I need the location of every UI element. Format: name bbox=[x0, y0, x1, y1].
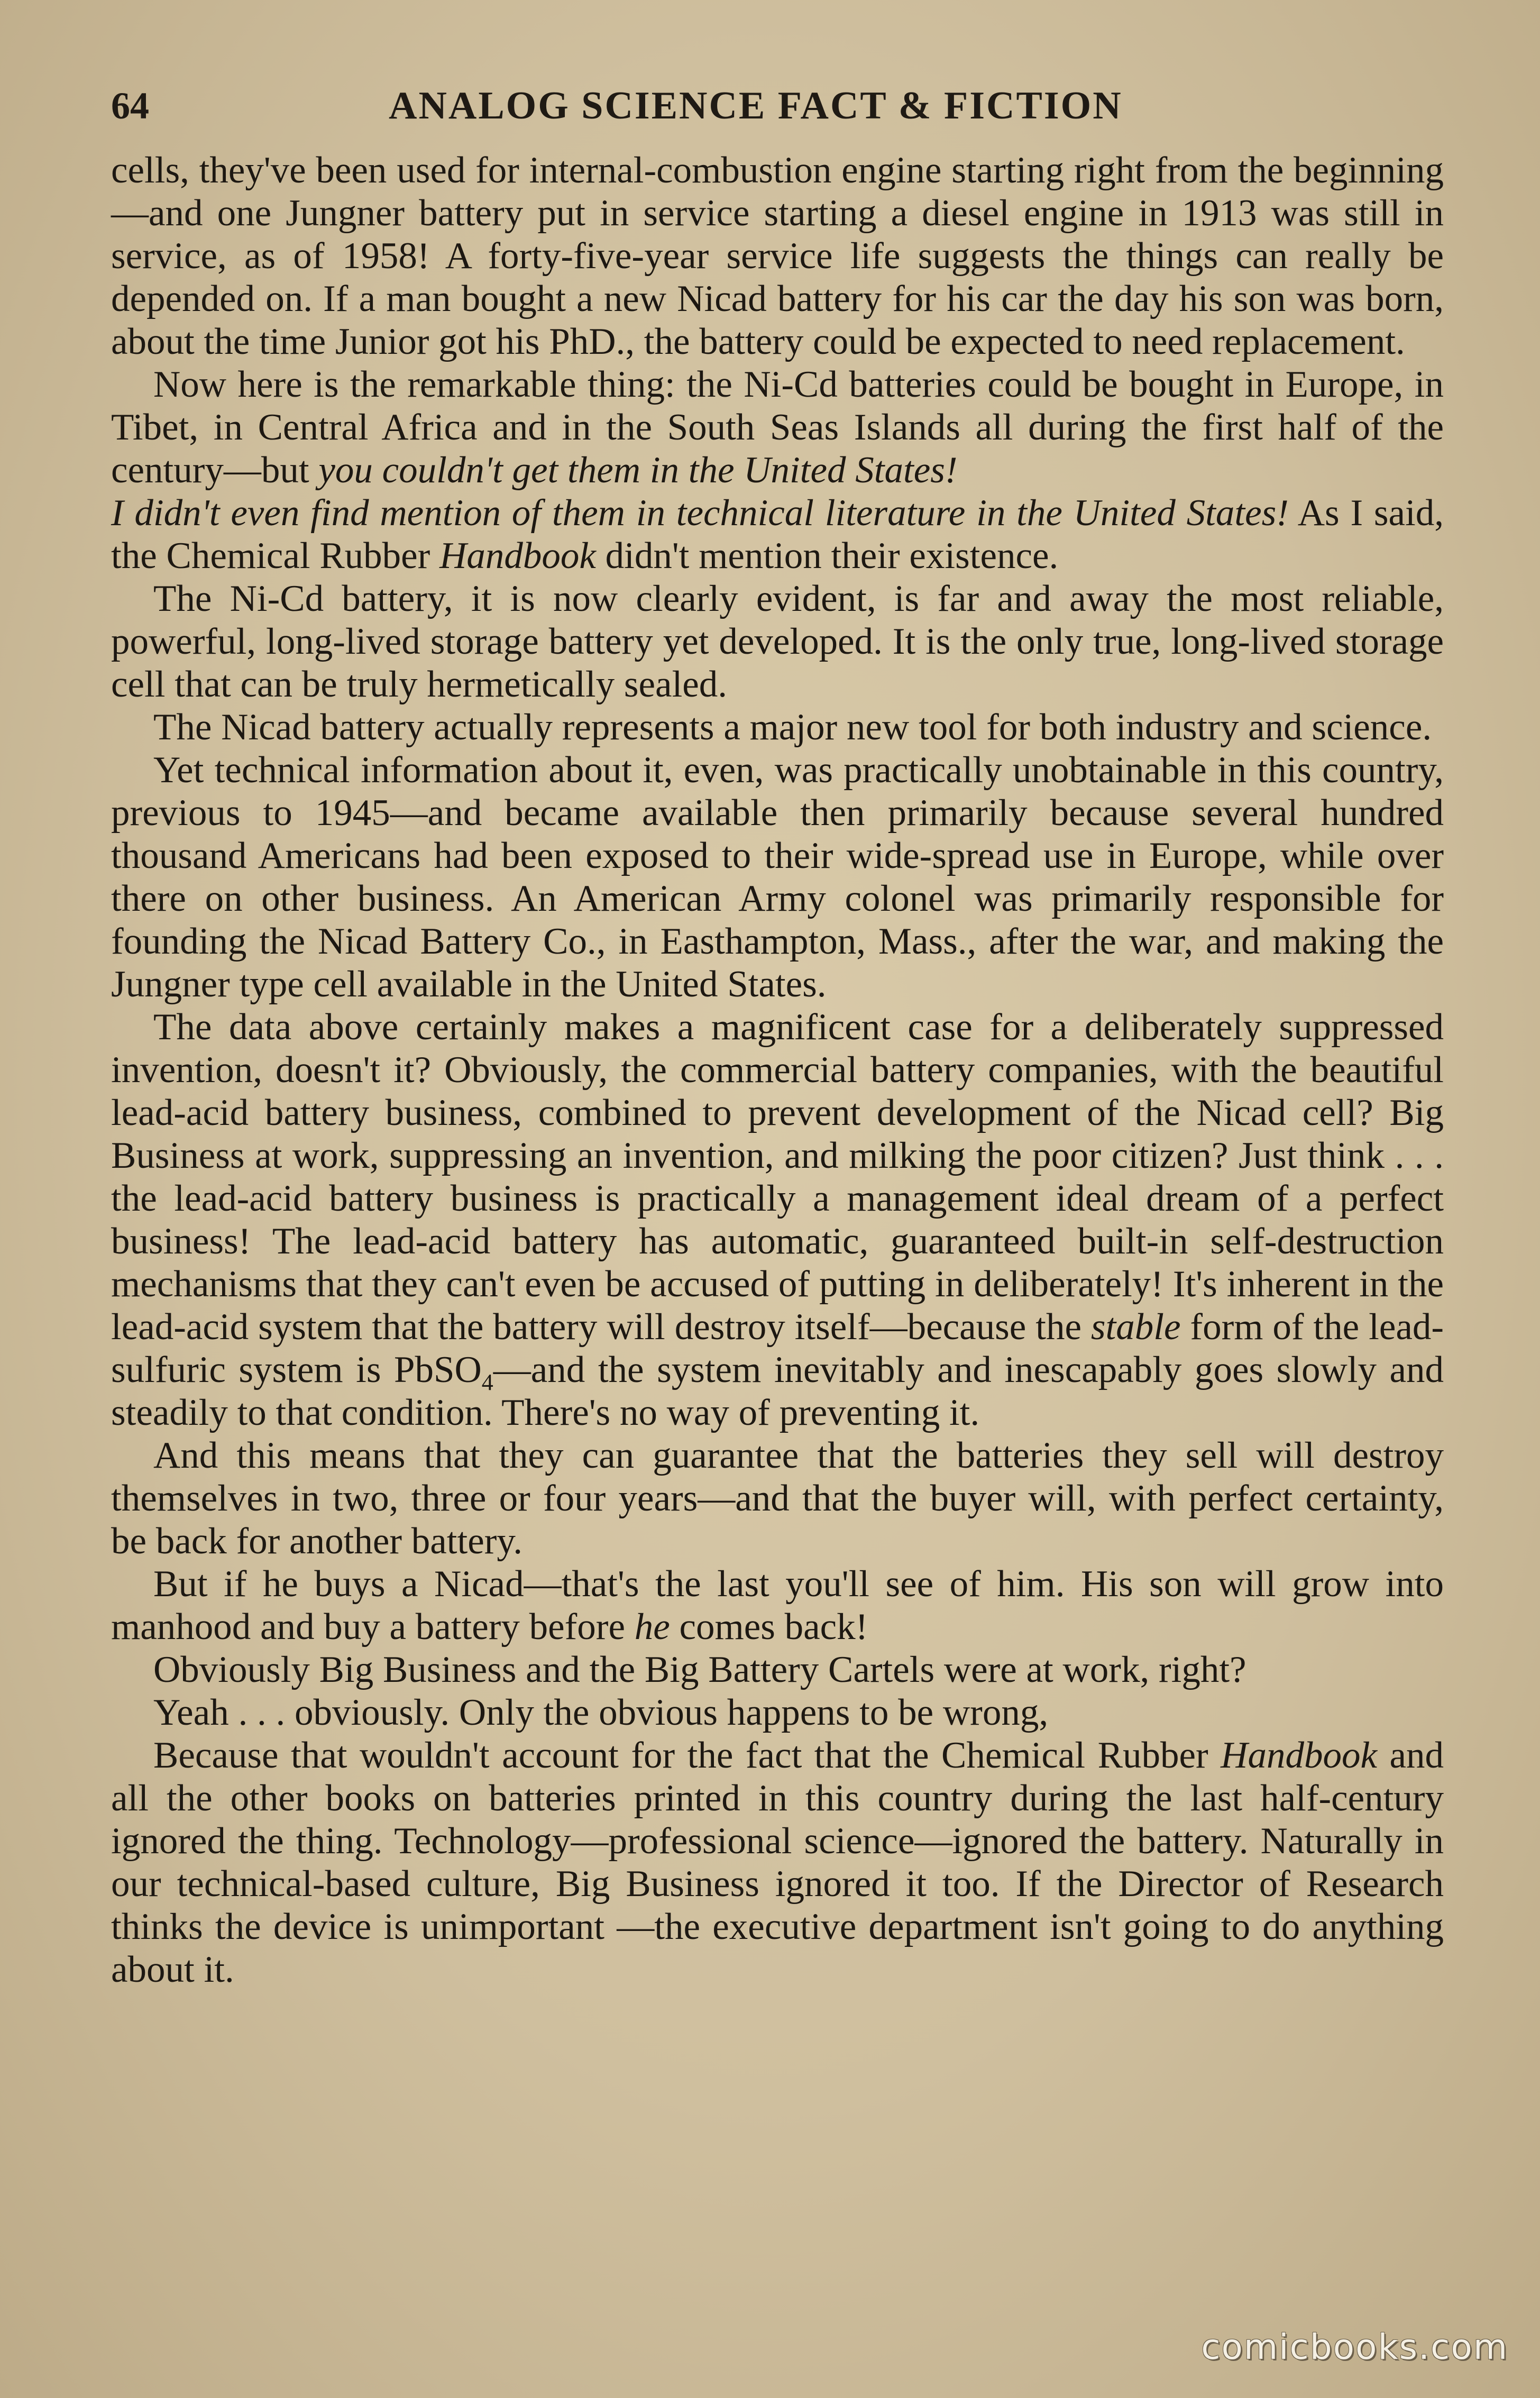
paragraph-7-formula: form of the lead-sulfuric system is PbSO bbox=[111, 1306, 1444, 1390]
paragraph-3 bbox=[111, 492, 1444, 578]
paragraph-7 bbox=[111, 1006, 1444, 1434]
paragraph-3-emphasis: I didn't even find mention of them in technical literature in the United States! bbox=[111, 492, 1289, 534]
paragraph-6: Yet technical information about it, even, was practically unobtainable in this country, previous to 1945—and became available then primarily because several hundred thousand Americans had been exposed to their wide-spread use in Europe, while over there on other business. An American Army colonel was primarily responsible for founding the Nicad Battery Co., in Easthampton, Mass., after the war, and making the Jungner type cell available in the United States. bbox=[111, 749, 1444, 1005]
running-title: ANALOG SCIENCE FACT & FICTION bbox=[389, 84, 1123, 127]
paragraph-9-emphasis: he bbox=[634, 1606, 670, 1648]
paragraph-3-text-end: didn't mention their existence. bbox=[595, 535, 1059, 576]
paragraph-4: The Ni-Cd battery, it is now clearly evident, is far and away the most reliable, powerful, long-lived storage battery yet developed. It is the only true, long-lived storage cell that can be truly hermetically sealed. bbox=[111, 578, 1444, 705]
formula-subscript: 4 bbox=[481, 1369, 493, 1396]
paragraph-9-text: But if he buys a Nicad—that's the last you'll see of him. His son will grow into manhood and buy a battery before bbox=[111, 1563, 1444, 1648]
paragraph-11: Yeah . . . obviously. Only the obvious happens to be wrong, bbox=[153, 1692, 1049, 1733]
handbook-title: Handbook bbox=[439, 535, 596, 576]
page-number: 64 bbox=[111, 85, 149, 127]
paragraph-7-text-end: —and the system inevitably and inescapably goes slowly and steadily to that condition. There's no way of preventing it. bbox=[111, 1349, 1444, 1433]
paragraph-8: And this means that they can guarantee that the batteries they sell will destroy themselves in two, three or four years—and that the buyer will, with perfect certainty, be back for another battery. bbox=[111, 1435, 1444, 1562]
paragraph-7-text: The data above certainly makes a magnificent case for a deliberately suppressed invention, doesn't it? Obviously, the commercial battery companies, with the beautiful lead-acid battery business, combined to prevent development of the Nicad cell? Big Business at work, suppressing an invention, and milking the poor citizen? Just think . . . the lead-acid battery business is practically a management ideal dream of a perfect business! The lead-acid battery has automatic, guaranteed built-in self-destruction mechanisms that they can't even be accused of putting in deliberately! It's inherent in the lead-acid system that the battery will destroy itself—because the bbox=[111, 1006, 1444, 1348]
paragraph-12 bbox=[111, 1734, 1444, 1991]
page-header bbox=[111, 79, 1454, 132]
paragraph-2 bbox=[111, 363, 1444, 492]
paragraph-9 bbox=[111, 1563, 1444, 1649]
paragraph-3-text: As I said, the Chemical Rubber bbox=[111, 492, 1444, 576]
paragraph-12-text: Because that wouldn't account for the fact that the Chemical Rubber bbox=[153, 1735, 1221, 1776]
paragraph-5: The Nicad battery actually represents a major new tool for both industry and science. bbox=[153, 707, 1432, 748]
paragraph-2-emphasis: you couldn't get them in the United States! bbox=[318, 450, 958, 491]
watermark-logo: comicbooks.com bbox=[1201, 2327, 1508, 2367]
paragraph-2-text: Now here is the remarkable thing: the Ni-Cd batteries could be bought in Europe, in Tibet, in Central Africa and in the South Seas Islands all during the first half of the century—but bbox=[111, 364, 1444, 491]
paragraph-9-text-end: comes back! bbox=[670, 1606, 868, 1648]
paragraph-10: Obviously Big Business and the Big Battery Cartels were at work, right? bbox=[153, 1649, 1246, 1690]
article-body bbox=[111, 149, 1444, 1991]
paragraph-12-text-end: and all the other books on batteries printed in this country during the last half-century ignored the thing. Technology—professional science—ignored the battery. Naturally in our technical-based culture, Big Business ignored it too. If the Director of Research thinks the device is unimportant —the executive department isn't going to do anything about it. bbox=[111, 1735, 1444, 1990]
handbook-title-2: Handbook bbox=[1221, 1735, 1377, 1776]
paragraph-7-emphasis: stable bbox=[1090, 1306, 1181, 1348]
paragraph-1: cells, they've been used for internal-combustion engine starting right from the beginning—and one Jungner battery put in service starting a diesel engine in 1913 was still in service, as of 1958! A forty-five-year service life suggests the things can really be depended on. If a man bought a new Nicad battery for his car the day his son was born, about the time Junior got his PhD., the battery could be expected to need replacement. bbox=[111, 150, 1444, 362]
